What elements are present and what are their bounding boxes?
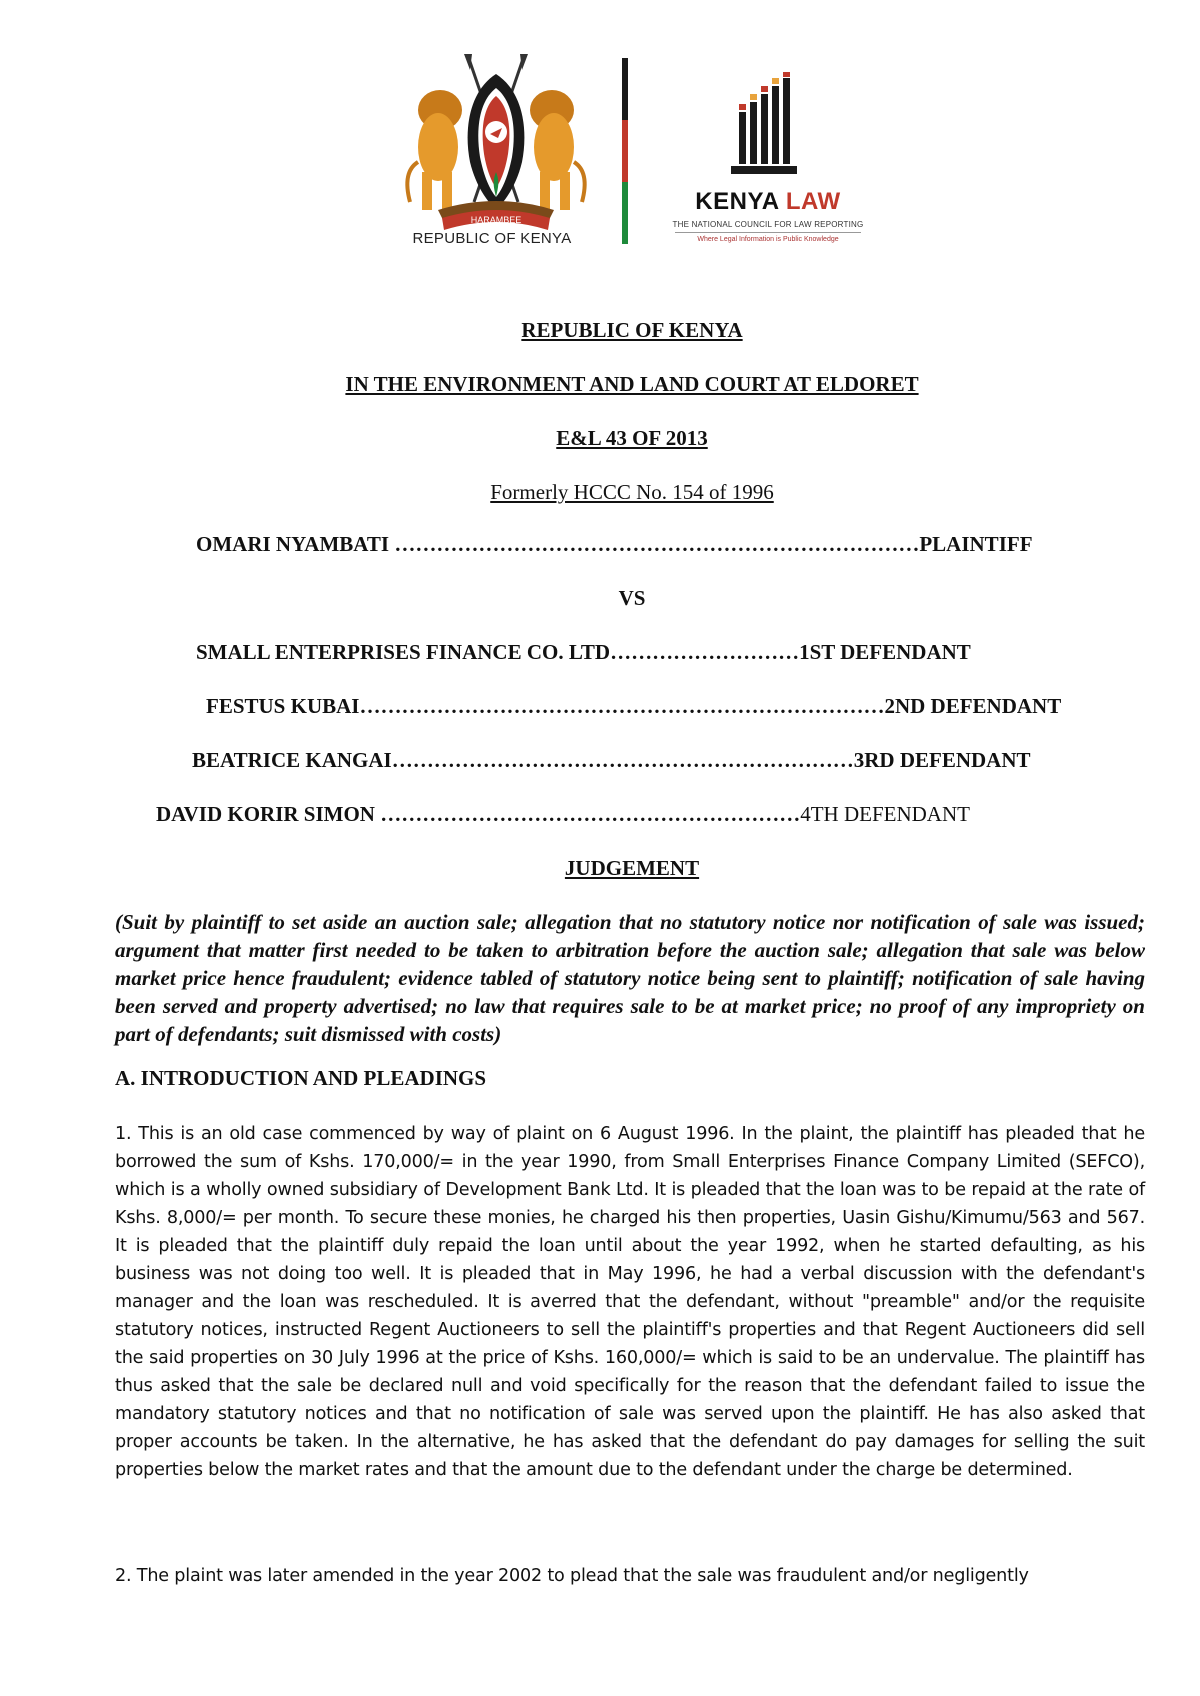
law-word: LAW: [785, 188, 841, 215]
party-name: FESTUS KUBAI: [206, 694, 360, 718]
party-dots: …………………………………………………………: [391, 748, 854, 772]
party-plaintiff: [196, 532, 1033, 557]
party-role: 3RD DEFENDANT: [853, 748, 1031, 772]
party-name: OMARI NYAMBATI: [196, 532, 395, 556]
court-heading: IN THE ENVIRONMENT AND LAND COURT AT ELDORET: [345, 372, 919, 396]
kenya-law-rule: [675, 232, 861, 233]
formerly-line: Formerly HCCC No. 154 of 1996: [490, 480, 774, 504]
coat-of-arms-icon: [398, 52, 594, 252]
motto-text: HARAMBEE: [470, 215, 522, 225]
kenya-law-tagline: Where Legal Information is Public Knowledge: [697, 236, 839, 243]
divider-green: [622, 182, 628, 244]
kenya-law-wordmark: [668, 188, 868, 216]
section-a-title: A. INTRODUCTION AND PLEADINGS: [115, 1066, 487, 1090]
party-name: BEATRICE KANGAI: [192, 748, 392, 772]
kenya-law-subtitle: THE NATIONAL COUNCIL FOR LAW REPORTING: [672, 220, 864, 229]
party-dots: ………………………: [610, 640, 800, 664]
case-summary: (Suit by plaintiff to set aside an auction sale; allegation that no statutory notice nor notification of sale was issued; argument that matter first needed to be taken to arbitration before the auction sale; allegation that sale was below market price hence fraudulent; evidence tabled of statutory notice being sent to plaintiff; notification of sale having been served and property advertised; no law that requires sale to be at market price; no proof of any impropriety on part of defendants; suit dismissed with costs): [115, 910, 1145, 1046]
party-role: 2ND DEFENDANT: [884, 694, 1062, 718]
party-defendant-4: [156, 802, 970, 827]
party-dots: ……………………………………………………: [380, 802, 801, 826]
paragraph-2-block: [115, 1562, 1145, 1590]
paragraph-2: 2. The plaint was later amended in the year 2002 to plead that the sale was fraudulent and/or negligently: [115, 1566, 1029, 1586]
party-defendant-2: [206, 694, 1061, 719]
coat-caption: REPUBLIC OF KENYA: [412, 230, 572, 247]
paragraph-1-block: [115, 1120, 1145, 1484]
party-role: 1ST DEFENDANT: [799, 640, 971, 664]
versus: VS: [618, 586, 646, 610]
paragraph-1: 1. This is an old case commenced by way of plaint on 6 August 1996. In the plaint, the plaintiff has pleaded that he borrowed the sum of Kshs. 170,000/= in the year 1990, from Small Enterprises Finance Company Limited (SEFCO), which is a wholly owned subsidiary of Development Bank Ltd. It is pleaded that the loan was to be repaid at the rate of Kshs. 8,000/= per month. To secure these monies, he charged his then properties, Uasin Gishu/Kimumu/563 and 567. It is pleaded that the plaintiff duly repaid the loan until about the year 1992, when he started defaulting, as his business was not doing too well. It is pleaded that in May 1996, he had a verbal discussion with the defendant's manager and the loan was rescheduled. It is averred that the defendant, without "preamble" and/or the requisite statutory notices, instructed Regent Auctioneers to sell the plaintiff's properties and that Regent Auctioneers did sell the said properties on 30 July 1996 at the price of Kshs. 160,000/= which is said to be an undervalue. The plaintiff has thus asked that the sale be declared null and void specifically for the reason that the defendant failed to issue the mandatory statutory notices and that no notification of sale was served upon the plaintiff. He has also asked that proper accounts be taken. In the alternative, he has asked that the defendant do pay damages for selling the suit properties below the market rates and that the amount due to the defendant under the charge be determined.: [115, 1124, 1145, 1480]
kenya-word: KENYA: [695, 188, 779, 215]
judgement-heading: JUDGEMENT: [564, 856, 700, 880]
republic-heading: REPUBLIC OF KENYA: [521, 318, 743, 342]
summary-block: [115, 908, 1145, 1048]
party-role: 4TH DEFENDANT: [800, 802, 970, 826]
party-defendant-3: [192, 748, 1031, 773]
party-dots: …………………………………………………………………: [394, 532, 920, 556]
header-logos: [0, 50, 1200, 260]
divider-red: [622, 120, 628, 182]
party-name: SMALL ENTERPRISES FINANCE CO. LTD: [196, 640, 611, 664]
party-defendant-1: [196, 640, 971, 665]
kenya-law-pillars-icon: [725, 72, 805, 182]
flag-divider: [622, 58, 628, 246]
party-dots: …………………………………………………………………: [359, 694, 885, 718]
case-number: E&L 43 OF 2013: [556, 426, 708, 450]
party-role: PLAINTIFF: [919, 532, 1033, 556]
party-name: DAVID KORIR SIMON: [156, 802, 381, 826]
divider-black: [622, 58, 628, 120]
section-a: [115, 1066, 1145, 1091]
